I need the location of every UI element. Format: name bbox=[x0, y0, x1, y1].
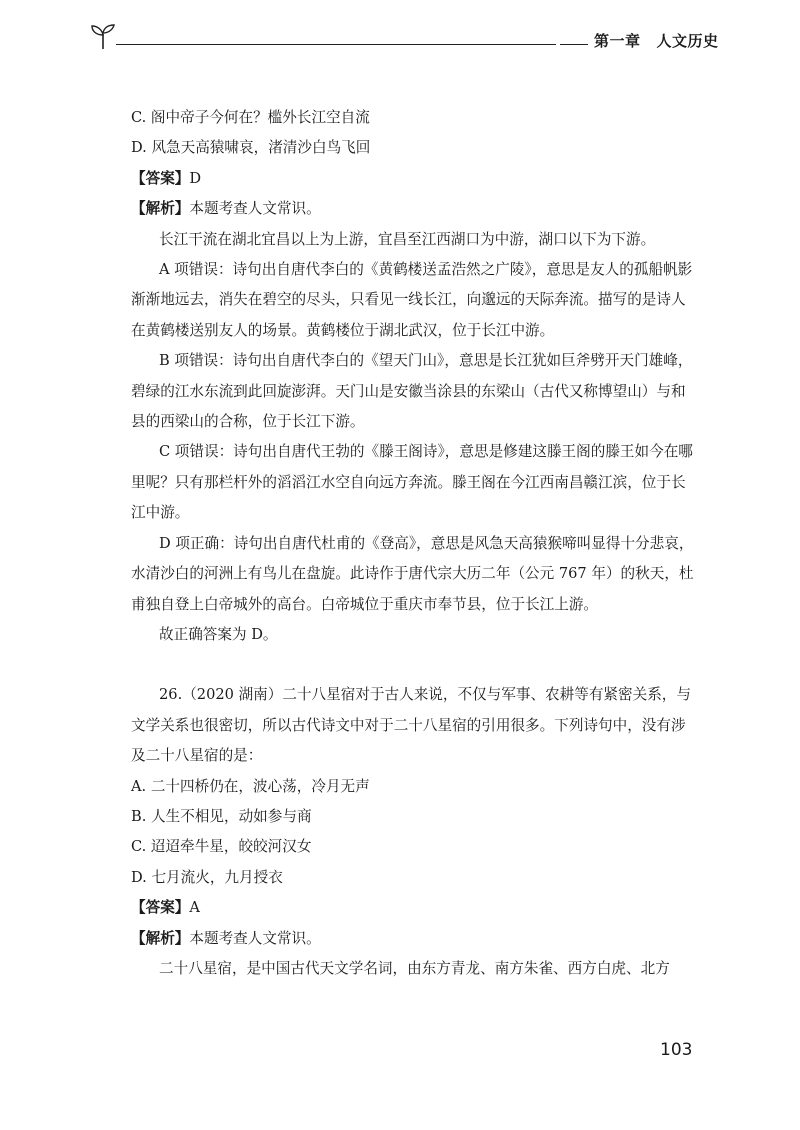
q25-paragraph-3: B 项错误：诗句出自唐代李白的《望天门山》，意思是长江犹如巨斧劈开天门雄峰，碧绿的江水东流到此回旋澎湃。天门山是安徽当涂县的东梁山（古代又称博望山）与和县的西梁山的合称，位于长江下游。 bbox=[131, 352, 693, 431]
chapter-number: 第一章 bbox=[594, 32, 641, 50]
analysis-tag: 【解析】 bbox=[131, 929, 190, 947]
q26-question: 26.（2020 湖南）二十八星宿对于古人来说，不仅与军事、农耕等有紧密关系，与文学关系也很密切，所以古代诗文中对于二十八星宿的引用很多。下列诗句中，没有涉及二十八星宿的是： bbox=[131, 686, 691, 765]
answer-value: D bbox=[189, 169, 202, 187]
page-number: 103 bbox=[660, 1040, 693, 1060]
header-rule-dash bbox=[560, 44, 588, 45]
q26-answer bbox=[131, 893, 697, 923]
q25-paragraph-2: A 项错误：诗句出自唐代李白的《黄鹤楼送孟浩然之广陵》，意思是友人的孤船帆影渐渐地远去，消失在碧空的尽头，只看见一线长江，向邈远的天际奔流。描写的是诗人在黄鹤楼送别友人的场景。黄鹤楼位于湖北武汉，位于长江中游。 bbox=[131, 261, 693, 339]
q25-paragraph-1: 长江干流在湖北宜昌以上为上游，宜昌至江西湖口为中游，湖口以下为下游。 bbox=[159, 230, 656, 248]
q25-option-c: C. 阁中帝子今何在？槛外长江空自流 bbox=[131, 109, 370, 126]
header-rule bbox=[116, 44, 556, 45]
q25-option-d: D. 风急天高猿啸哀，渚清沙白鸟飞回 bbox=[131, 139, 371, 157]
answer-value: A bbox=[189, 899, 200, 917]
q26-option-a: A. 二十四桥仍在，波心荡，冷月无声 bbox=[131, 777, 370, 795]
page-content bbox=[131, 103, 697, 984]
analysis-text: 本题考查人文常识。 bbox=[189, 929, 321, 947]
q26-paragraph-1: 二十八星宿，是中国古代天文学名词，由东方青龙、南方朱雀、西方白虎、北方 bbox=[159, 959, 670, 977]
analysis-text: 本题考查人文常识。 bbox=[189, 200, 321, 218]
spacer bbox=[131, 650, 697, 680]
chapter-title bbox=[594, 30, 719, 51]
q25-paragraph-6: 故正确答案为 D。 bbox=[159, 625, 278, 643]
q25-paragraph-5: D 项正确：诗句出自唐代杜甫的《登高》，意思是风急天高猿猴啼叫显得十分悲哀，水清沙白的河洲上有鸟儿在盘旋。此诗作于唐代宗大历二年（公元 767 年）的秋天，杜甫独自登上白帝城外的高台。白帝城位于重庆市奉节县，位于长江上游。 bbox=[131, 534, 694, 613]
q26-option-b: B. 人生不相见，动如参与商 bbox=[131, 807, 312, 825]
chapter-section: 人文历史 bbox=[656, 32, 719, 50]
answer-tag: 【答案】 bbox=[131, 899, 190, 917]
q26-option-c: C. 迢迢牵牛星，皎皎河汉女 bbox=[131, 838, 312, 856]
q25-paragraph-4: C 项错误：诗句出自唐代王勃的《滕王阁诗》，意思是修建这滕王阁的滕王如今在哪里呢？只有那栏杆外的滔滔江水空自向远方奔流。滕王阁在今江西南昌赣江滨，位于长江中游。 bbox=[131, 443, 693, 522]
q26-option-d: D. 七月流火，九月授衣 bbox=[131, 868, 283, 886]
q26-analysis bbox=[131, 924, 697, 954]
answer-tag: 【答案】 bbox=[131, 169, 190, 187]
sprout-icon bbox=[88, 22, 118, 52]
q25-analysis bbox=[131, 194, 697, 224]
q25-answer bbox=[131, 164, 697, 194]
page-header bbox=[88, 18, 719, 58]
analysis-tag: 【解析】 bbox=[131, 200, 190, 218]
